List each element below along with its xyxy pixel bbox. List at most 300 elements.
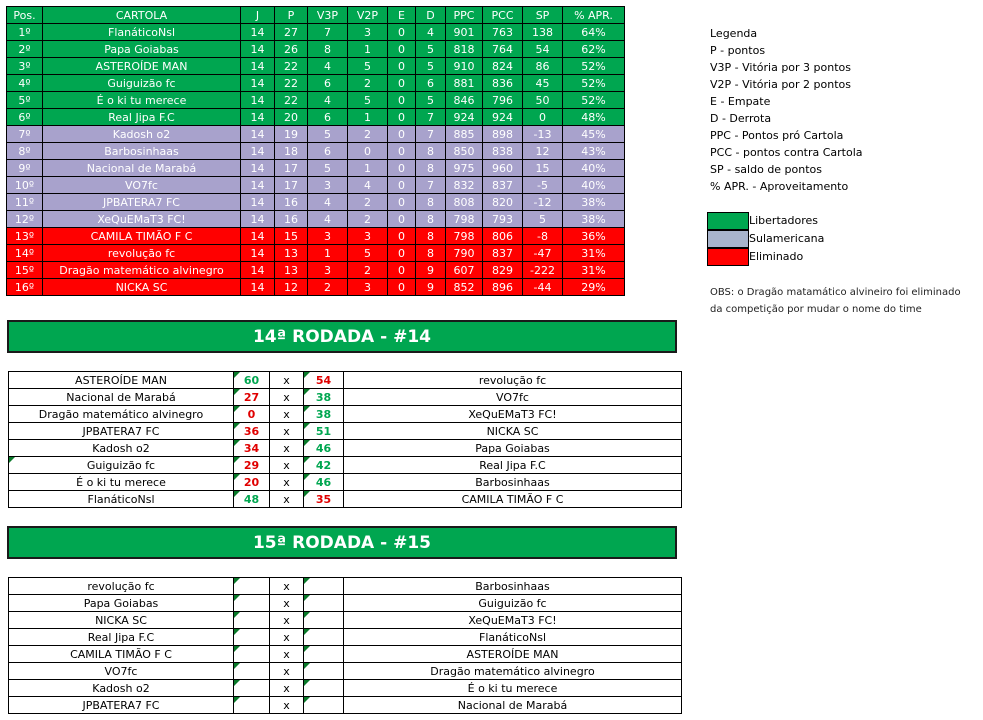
standings-team-name: Kadosh o2 bbox=[43, 126, 241, 143]
match-away-team: Barbosinhaas bbox=[344, 578, 682, 595]
standings-cell-apr: 40% bbox=[563, 177, 625, 194]
standings-cell-e: 0 bbox=[388, 92, 416, 109]
match-home-team: Real Jipa F.C bbox=[9, 629, 234, 646]
standings-team-name: JPBATERA7 FC bbox=[43, 194, 241, 211]
match-home-team: revolução fc bbox=[9, 578, 234, 595]
standings-cell-pcc: 924 bbox=[483, 109, 523, 126]
match-vs: x bbox=[270, 389, 304, 406]
standings-cell-ppc: 852 bbox=[446, 279, 483, 296]
standings-row bbox=[7, 211, 625, 228]
standings-cell-ppc: 975 bbox=[446, 160, 483, 177]
match-row bbox=[9, 680, 682, 697]
standings-cell-j: 14 bbox=[241, 160, 275, 177]
match-away-team: ASTEROÍDE MAN bbox=[344, 646, 682, 663]
match-away-score bbox=[304, 646, 344, 663]
standings-cell-ppc: 798 bbox=[446, 211, 483, 228]
standings-cell-e: 0 bbox=[388, 245, 416, 262]
standings-cell-v2p: 0 bbox=[348, 143, 388, 160]
standings-cell-apr: 48% bbox=[563, 109, 625, 126]
match-row bbox=[9, 646, 682, 663]
legend-label-libertadores: Libertadores bbox=[749, 214, 819, 227]
standings-cell-v3p: 4 bbox=[308, 58, 348, 75]
standings-cell-pos: 1º bbox=[7, 24, 43, 41]
standings-header-cell: E bbox=[388, 7, 416, 24]
legend-item: E - Empate bbox=[710, 95, 771, 108]
standings-cell-pos: 9º bbox=[7, 160, 43, 177]
standings-cell-v2p: 2 bbox=[348, 194, 388, 211]
standings-cell-apr: 45% bbox=[563, 126, 625, 143]
legend-label-sulamericana: Sulamericana bbox=[749, 232, 825, 245]
standings-cell-j: 14 bbox=[241, 228, 275, 245]
standings-cell-d: 5 bbox=[416, 92, 446, 109]
standings-cell-apr: 31% bbox=[563, 245, 625, 262]
standings-team-name: É o ki tu merece bbox=[43, 92, 241, 109]
match-home-score: 0 bbox=[234, 406, 270, 423]
standings-cell-p: 18 bbox=[275, 143, 308, 160]
standings-cell-pcc: 836 bbox=[483, 75, 523, 92]
standings-cell-v2p: 2 bbox=[348, 262, 388, 279]
standings-cell-pcc: 960 bbox=[483, 160, 523, 177]
standings-cell-ppc: 818 bbox=[446, 41, 483, 58]
match-away-team: FlanáticoNsl bbox=[344, 629, 682, 646]
standings-cell-j: 14 bbox=[241, 58, 275, 75]
match-away-score bbox=[304, 663, 344, 680]
standings-cell-pcc: 806 bbox=[483, 228, 523, 245]
standings-cell-pos: 11º bbox=[7, 194, 43, 211]
standings-header-cell: PCC bbox=[483, 7, 523, 24]
standings-row bbox=[7, 262, 625, 279]
round-14-matches-table bbox=[8, 371, 682, 508]
standings-team-name: revolução fc bbox=[43, 245, 241, 262]
standings-cell-ppc: 832 bbox=[446, 177, 483, 194]
standings-cell-v3p: 5 bbox=[308, 126, 348, 143]
standings-cell-p: 22 bbox=[275, 58, 308, 75]
standings-cell-ppc: 910 bbox=[446, 58, 483, 75]
match-row bbox=[9, 372, 682, 389]
match-row bbox=[9, 491, 682, 508]
standings-header-cell: V3P bbox=[308, 7, 348, 24]
standings-cell-d: 8 bbox=[416, 211, 446, 228]
match-home-score: 34 bbox=[234, 440, 270, 457]
standings-cell-p: 20 bbox=[275, 109, 308, 126]
standings-header-cell: P bbox=[275, 7, 308, 24]
standings-header-cell: V2P bbox=[348, 7, 388, 24]
standings-row bbox=[7, 109, 625, 126]
standings-cell-e: 0 bbox=[388, 211, 416, 228]
match-home-score: 36 bbox=[234, 423, 270, 440]
standings-cell-d: 7 bbox=[416, 109, 446, 126]
standings-cell-v2p: 5 bbox=[348, 245, 388, 262]
match-away-score bbox=[304, 680, 344, 697]
standings-cell-pcc: 838 bbox=[483, 143, 523, 160]
standings-cell-d: 9 bbox=[416, 262, 446, 279]
standings-cell-v2p: 2 bbox=[348, 126, 388, 143]
match-row bbox=[9, 406, 682, 423]
match-row bbox=[9, 440, 682, 457]
standings-team-name: Dragão matemático alvinegro bbox=[43, 262, 241, 279]
standings-cell-v3p: 4 bbox=[308, 92, 348, 109]
match-home-team: JPBATERA7 FC bbox=[9, 697, 234, 714]
standings-cell-sp: 86 bbox=[523, 58, 563, 75]
standings-cell-apr: 38% bbox=[563, 211, 625, 228]
standings-cell-apr: 64% bbox=[563, 24, 625, 41]
match-row bbox=[9, 697, 682, 714]
standings-cell-p: 13 bbox=[275, 245, 308, 262]
match-home-score bbox=[234, 680, 270, 697]
standings-cell-v3p: 6 bbox=[308, 75, 348, 92]
standings-cell-pcc: 820 bbox=[483, 194, 523, 211]
standings-cell-v2p: 2 bbox=[348, 75, 388, 92]
match-vs: x bbox=[270, 629, 304, 646]
standings-cell-p: 16 bbox=[275, 211, 308, 228]
round-14-title: 14ª RODADA - #14 bbox=[252, 326, 432, 347]
match-away-team: NICKA SC bbox=[344, 423, 682, 440]
standings-cell-d: 5 bbox=[416, 41, 446, 58]
legend-item: V2P - Vitória por 2 pontos bbox=[710, 78, 852, 91]
standings-cell-ppc: 607 bbox=[446, 262, 483, 279]
standings-table bbox=[6, 6, 625, 296]
match-away-team: É o ki tu merece bbox=[344, 680, 682, 697]
standings-cell-j: 14 bbox=[241, 92, 275, 109]
standings-body bbox=[7, 24, 625, 296]
standings-row bbox=[7, 75, 625, 92]
match-home-team: Dragão matemático alvinegro bbox=[9, 406, 234, 423]
round-15-banner bbox=[7, 526, 677, 559]
match-vs: x bbox=[270, 697, 304, 714]
standings-cell-pcc: 763 bbox=[483, 24, 523, 41]
standings-cell-j: 14 bbox=[241, 194, 275, 211]
match-home-team: CAMILA TIMÃO F C bbox=[9, 646, 234, 663]
match-home-score: 60 bbox=[234, 372, 270, 389]
match-home-score: 20 bbox=[234, 474, 270, 491]
legend-item: PCC - pontos contra Cartola bbox=[710, 146, 863, 159]
standings-cell-v3p: 1 bbox=[308, 245, 348, 262]
round-14-banner bbox=[7, 320, 677, 353]
standings-cell-sp: -5 bbox=[523, 177, 563, 194]
standings-cell-v2p: 2 bbox=[348, 211, 388, 228]
match-away-team: VO7fc bbox=[344, 389, 682, 406]
standings-cell-j: 14 bbox=[241, 75, 275, 92]
standings-cell-pcc: 793 bbox=[483, 211, 523, 228]
standings-cell-ppc: 850 bbox=[446, 143, 483, 160]
standings-cell-sp: -8 bbox=[523, 228, 563, 245]
standings-cell-j: 14 bbox=[241, 41, 275, 58]
standings-cell-sp: 15 bbox=[523, 160, 563, 177]
standings-cell-pcc: 829 bbox=[483, 262, 523, 279]
match-row bbox=[9, 474, 682, 491]
match-vs: x bbox=[270, 491, 304, 508]
standings-cell-sp: 45 bbox=[523, 75, 563, 92]
standings-cell-v3p: 4 bbox=[308, 194, 348, 211]
match-away-team: XeQuEMaT3 FC! bbox=[344, 612, 682, 629]
standings-cell-v3p: 8 bbox=[308, 41, 348, 58]
match-vs: x bbox=[270, 578, 304, 595]
standings-cell-v3p: 3 bbox=[308, 228, 348, 245]
standings-cell-e: 0 bbox=[388, 160, 416, 177]
match-away-score bbox=[304, 697, 344, 714]
standings-row bbox=[7, 194, 625, 211]
legend-item: D - Derrota bbox=[710, 112, 772, 125]
round-15-matches-table bbox=[8, 577, 682, 714]
match-row bbox=[9, 578, 682, 595]
standings-cell-v3p: 3 bbox=[308, 177, 348, 194]
standings-cell-j: 14 bbox=[241, 24, 275, 41]
match-away-score: 46 bbox=[304, 474, 344, 491]
standings-row bbox=[7, 41, 625, 58]
standings-cell-d: 9 bbox=[416, 279, 446, 296]
legend-item: SP - saldo de pontos bbox=[710, 163, 823, 176]
standings-cell-pos: 7º bbox=[7, 126, 43, 143]
standings-cell-j: 14 bbox=[241, 126, 275, 143]
standings-cell-e: 0 bbox=[388, 194, 416, 211]
standings-cell-sp: -12 bbox=[523, 194, 563, 211]
match-home-score bbox=[234, 629, 270, 646]
standings-team-name: Guiguizão fc bbox=[43, 75, 241, 92]
standings-cell-apr: 31% bbox=[563, 262, 625, 279]
match-home-team: FlanáticoNsl bbox=[9, 491, 234, 508]
match-home-score: 27 bbox=[234, 389, 270, 406]
standings-cell-v3p: 3 bbox=[308, 262, 348, 279]
match-vs: x bbox=[270, 474, 304, 491]
match-home-team: Guiguizão fc bbox=[9, 457, 234, 474]
match-away-score bbox=[304, 629, 344, 646]
standings-cell-p: 26 bbox=[275, 41, 308, 58]
standings-cell-d: 8 bbox=[416, 160, 446, 177]
match-away-score: 54 bbox=[304, 372, 344, 389]
standings-cell-pos: 6º bbox=[7, 109, 43, 126]
standings-header-row bbox=[7, 7, 625, 24]
standings-cell-ppc: 808 bbox=[446, 194, 483, 211]
standings-cell-ppc: 846 bbox=[446, 92, 483, 109]
standings-header-cell: J bbox=[241, 7, 275, 24]
match-away-score: 35 bbox=[304, 491, 344, 508]
match-home-team: ASTEROÍDE MAN bbox=[9, 372, 234, 389]
standings-cell-d: 4 bbox=[416, 24, 446, 41]
standings-team-name: XeQuEMaT3 FC! bbox=[43, 211, 241, 228]
match-away-score bbox=[304, 578, 344, 595]
standings-team-name: FlanáticoNsl bbox=[43, 24, 241, 41]
match-away-team: Papa Goiabas bbox=[344, 440, 682, 457]
legend-label-eliminado: Eliminado bbox=[749, 250, 804, 263]
standings-cell-apr: 62% bbox=[563, 41, 625, 58]
match-home-team: Kadosh o2 bbox=[9, 680, 234, 697]
standings-row bbox=[7, 245, 625, 262]
match-home-team: NICKA SC bbox=[9, 612, 234, 629]
standings-cell-pcc: 764 bbox=[483, 41, 523, 58]
standings-cell-e: 0 bbox=[388, 75, 416, 92]
standings-cell-d: 8 bbox=[416, 143, 446, 160]
match-home-team: Nacional de Marabá bbox=[9, 389, 234, 406]
standings-cell-apr: 40% bbox=[563, 160, 625, 177]
standings-cell-j: 14 bbox=[241, 177, 275, 194]
standings-row bbox=[7, 279, 625, 296]
standings-cell-v2p: 3 bbox=[348, 279, 388, 296]
standings-cell-ppc: 924 bbox=[446, 109, 483, 126]
standings-cell-j: 14 bbox=[241, 262, 275, 279]
standings-cell-sp: 12 bbox=[523, 143, 563, 160]
match-vs: x bbox=[270, 680, 304, 697]
standings-cell-p: 19 bbox=[275, 126, 308, 143]
match-vs: x bbox=[270, 457, 304, 474]
match-home-score bbox=[234, 578, 270, 595]
match-row bbox=[9, 457, 682, 474]
standings-team-name: VO7fc bbox=[43, 177, 241, 194]
legend-item: V3P - Vitória por 3 pontos bbox=[710, 61, 852, 74]
match-home-score bbox=[234, 697, 270, 714]
match-vs: x bbox=[270, 406, 304, 423]
standings-team-name: NICKA SC bbox=[43, 279, 241, 296]
standings-cell-e: 0 bbox=[388, 24, 416, 41]
standings-cell-e: 0 bbox=[388, 126, 416, 143]
match-home-score bbox=[234, 595, 270, 612]
standings-cell-v3p: 4 bbox=[308, 211, 348, 228]
standings-cell-apr: 36% bbox=[563, 228, 625, 245]
standings-cell-pcc: 824 bbox=[483, 58, 523, 75]
standings-header-cell: Pos. bbox=[7, 7, 43, 24]
standings-cell-ppc: 881 bbox=[446, 75, 483, 92]
standings-cell-j: 14 bbox=[241, 245, 275, 262]
match-home-score: 48 bbox=[234, 491, 270, 508]
standings-header-cell: D bbox=[416, 7, 446, 24]
obs-note-line-2: da competição por mudar o nome do time bbox=[710, 304, 922, 315]
standings-row bbox=[7, 92, 625, 109]
match-row bbox=[9, 389, 682, 406]
match-away-score: 51 bbox=[304, 423, 344, 440]
match-away-score bbox=[304, 595, 344, 612]
standings-team-name: Nacional de Marabá bbox=[43, 160, 241, 177]
standings-cell-apr: 52% bbox=[563, 75, 625, 92]
standings-cell-v2p: 4 bbox=[348, 177, 388, 194]
standings-cell-pos: 14º bbox=[7, 245, 43, 262]
standings-cell-p: 17 bbox=[275, 160, 308, 177]
match-away-team: Guiguizão fc bbox=[344, 595, 682, 612]
standings-cell-pos: 16º bbox=[7, 279, 43, 296]
standings-header-cell: CARTOLA bbox=[43, 7, 241, 24]
standings-cell-j: 14 bbox=[241, 211, 275, 228]
match-away-team: revolução fc bbox=[344, 372, 682, 389]
standings-cell-sp: -222 bbox=[523, 262, 563, 279]
standings-header-cell: SP bbox=[523, 7, 563, 24]
standings-cell-j: 14 bbox=[241, 109, 275, 126]
match-away-score: 42 bbox=[304, 457, 344, 474]
match-away-team: CAMILA TIMÃO F C bbox=[344, 491, 682, 508]
standings-cell-d: 8 bbox=[416, 194, 446, 211]
match-home-score: 29 bbox=[234, 457, 270, 474]
match-home-team: Kadosh o2 bbox=[9, 440, 234, 457]
standings-cell-sp: -44 bbox=[523, 279, 563, 296]
standings-cell-d: 7 bbox=[416, 177, 446, 194]
match-vs: x bbox=[270, 663, 304, 680]
match-away-team: XeQuEMaT3 FC! bbox=[344, 406, 682, 423]
standings-cell-pos: 2º bbox=[7, 41, 43, 58]
standings-cell-ppc: 790 bbox=[446, 245, 483, 262]
match-vs: x bbox=[270, 372, 304, 389]
match-away-score bbox=[304, 612, 344, 629]
match-home-team: É o ki tu merece bbox=[9, 474, 234, 491]
match-vs: x bbox=[270, 440, 304, 457]
match-vs: x bbox=[270, 646, 304, 663]
standings-cell-sp: 0 bbox=[523, 109, 563, 126]
standings-cell-pos: 13º bbox=[7, 228, 43, 245]
standings-cell-p: 16 bbox=[275, 194, 308, 211]
standings-cell-j: 14 bbox=[241, 279, 275, 296]
legend-item: P - pontos bbox=[710, 44, 766, 57]
standings-cell-v2p: 5 bbox=[348, 92, 388, 109]
legend-item: % APR. - Aproveitamento bbox=[710, 180, 849, 193]
standings-cell-apr: 29% bbox=[563, 279, 625, 296]
standings-cell-v2p: 1 bbox=[348, 41, 388, 58]
standings-cell-e: 0 bbox=[388, 228, 416, 245]
round-15-title: 15ª RODADA - #15 bbox=[252, 532, 432, 553]
match-vs: x bbox=[270, 595, 304, 612]
standings-cell-p: 17 bbox=[275, 177, 308, 194]
legend-item: PPC - Pontos pró Cartola bbox=[710, 129, 844, 142]
standings-cell-v2p: 1 bbox=[348, 109, 388, 126]
standings-cell-d: 8 bbox=[416, 245, 446, 262]
match-away-score: 38 bbox=[304, 389, 344, 406]
legend-swatch-libertadores bbox=[707, 212, 749, 230]
match-away-team: Barbosinhaas bbox=[344, 474, 682, 491]
standings-cell-pos: 3º bbox=[7, 58, 43, 75]
standings-cell-d: 8 bbox=[416, 228, 446, 245]
match-row bbox=[9, 629, 682, 646]
standings-row bbox=[7, 58, 625, 75]
standings-team-name: Barbosinhaas bbox=[43, 143, 241, 160]
standings-cell-p: 22 bbox=[275, 75, 308, 92]
standings-row bbox=[7, 228, 625, 245]
legend-swatch-eliminado bbox=[707, 248, 749, 266]
standings-cell-d: 7 bbox=[416, 126, 446, 143]
standings-cell-pos: 8º bbox=[7, 143, 43, 160]
standings-cell-apr: 52% bbox=[563, 58, 625, 75]
legend-title: Legenda bbox=[710, 27, 758, 40]
standings-header-cell: % APR. bbox=[563, 7, 625, 24]
standings-header-cell: PPC bbox=[446, 7, 483, 24]
standings-cell-pcc: 796 bbox=[483, 92, 523, 109]
match-home-team: VO7fc bbox=[9, 663, 234, 680]
standings-cell-p: 22 bbox=[275, 92, 308, 109]
standings-cell-e: 0 bbox=[388, 41, 416, 58]
standings-row bbox=[7, 24, 625, 41]
standings-cell-pos: 10º bbox=[7, 177, 43, 194]
match-vs: x bbox=[270, 612, 304, 629]
standings-cell-d: 5 bbox=[416, 58, 446, 75]
standings-cell-pcc: 837 bbox=[483, 177, 523, 194]
standings-row bbox=[7, 177, 625, 194]
standings-cell-sp: -47 bbox=[523, 245, 563, 262]
standings-cell-apr: 43% bbox=[563, 143, 625, 160]
standings-cell-e: 0 bbox=[388, 58, 416, 75]
standings-cell-sp: -13 bbox=[523, 126, 563, 143]
match-home-score bbox=[234, 663, 270, 680]
standings-cell-sp: 5 bbox=[523, 211, 563, 228]
standings-cell-v3p: 5 bbox=[308, 160, 348, 177]
match-away-score: 38 bbox=[304, 406, 344, 423]
standings-cell-v2p: 3 bbox=[348, 24, 388, 41]
match-row bbox=[9, 612, 682, 629]
match-home-score bbox=[234, 612, 270, 629]
standings-cell-sp: 54 bbox=[523, 41, 563, 58]
match-vs: x bbox=[270, 423, 304, 440]
match-away-score: 46 bbox=[304, 440, 344, 457]
standings-cell-e: 0 bbox=[388, 109, 416, 126]
standings-cell-p: 13 bbox=[275, 262, 308, 279]
match-row bbox=[9, 423, 682, 440]
standings-cell-pcc: 898 bbox=[483, 126, 523, 143]
standings-cell-ppc: 901 bbox=[446, 24, 483, 41]
obs-note-line-1: OBS: o Dragão matamático alvineiro foi eliminado bbox=[710, 287, 961, 298]
match-home-team: JPBATERA7 FC bbox=[9, 423, 234, 440]
